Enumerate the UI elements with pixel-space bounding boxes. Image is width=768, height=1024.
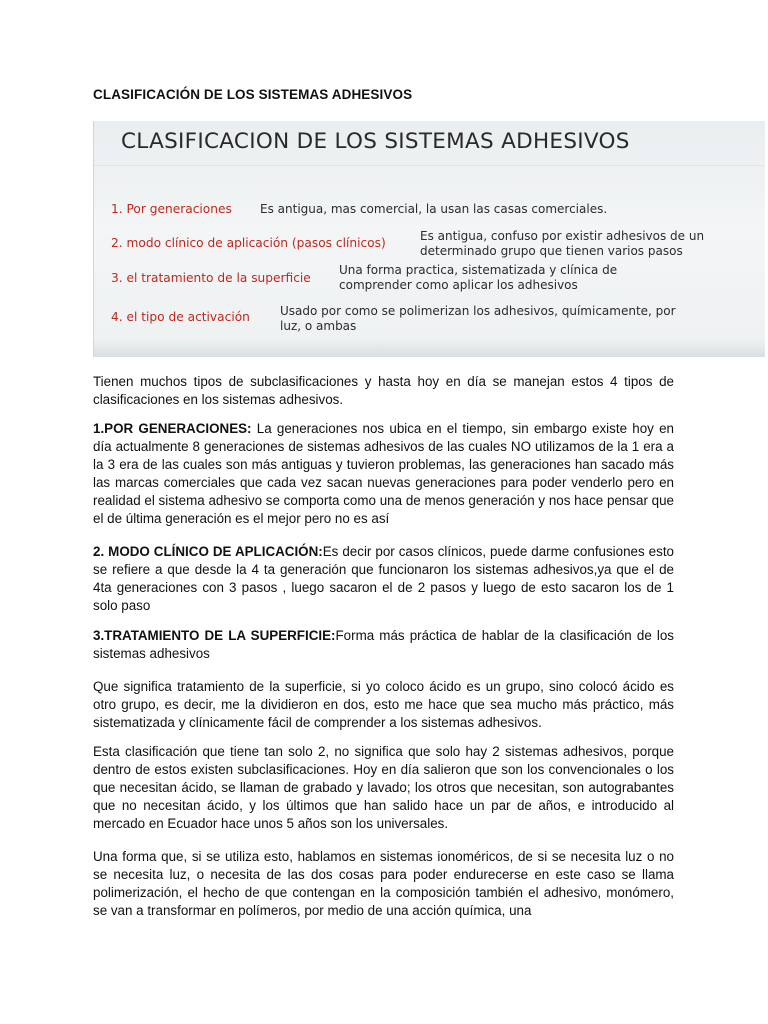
slide-item-label: 2. modo clínico de aplicación (pasos clínicos) (111, 236, 386, 250)
paragraph-tratamiento (93, 627, 674, 663)
slide-bottom-shade (94, 339, 765, 357)
paragraph-heading: 2. MODO CLÍNICO DE APLICACIÓN: (93, 544, 323, 559)
slide-item-desc: Una forma practica, sistematizada y clínica de comprender como aplicar los adhesivos (339, 263, 618, 292)
slide-divider (94, 165, 765, 166)
slide-image (93, 121, 765, 357)
slide-item-desc: Es antigua, mas comercial, la usan las casas comerciales. (260, 202, 608, 216)
paragraph-significado: Que significa tratamiento de la superficie, si yo coloco ácido es un grupo, sino colocó ácido es otro grupo, es decir, me la dividieron en dos, esto me hace que sea mucho más práctico, más sistematizada y clínicamente fácil de comprender a los sistemas adhesivos. (93, 679, 674, 730)
slide-item-label: 4. el tipo de activación (111, 310, 250, 324)
slide-item-desc: Es antigua, confuso por existir adhesivos de un determinado grupo que tienen varios pasos (420, 229, 705, 258)
paragraph-body: Forma más práctica de hablar de la clasificación de los sistemas adhesivos (93, 628, 674, 661)
slide-item-label: 1. Por generaciones (111, 202, 232, 216)
slide-item-label: 3. el tratamiento de la superficie (111, 271, 311, 285)
paragraph-modo-clinico (93, 543, 674, 615)
paragraph-body: Es decir por casos clínicos, puede darme confusiones esto se refiere a que desde la 4 ta generación que funcionaron los sistemas adhesivos,ya que el de 4ta generaciones con 3 pasos , luego sacaron el de 2 pasos y luego de esto sacaron los de 1 solo paso (93, 544, 674, 613)
paragraph-heading: 1.POR GENERACIONES: (93, 421, 252, 436)
slide-title: CLASIFICACION DE LOS SISTEMAS ADHESIVOS (121, 129, 630, 154)
slide-item-desc: Usado por como se polimerizan los adhesivos, químicamente, por luz, o ambas (280, 304, 676, 333)
paragraph-clasificacion-dos: Esta clasificación que tiene tan solo 2, no significa que solo hay 2 sistemas adhesivos, porque dentro de estos existen subclasificaciones. Hoy en día salieron que son los convencionales o los que necesitan ácido, se llaman de grabado y lavado; los otros que necesitan, son autograbantes que no necesitan ácido, y los últimos que han salido hace un par de años, e introducido al mercado en Ecuador hace unos 5 años son los universales. (93, 744, 674, 831)
paragraph-intro: Tienen muchos tipos de subclasificaciones y hasta hoy en día se manejan estos 4 tipos de clasificaciones en los sistemas adhesivos. (93, 374, 674, 407)
paragraph-generaciones (93, 420, 674, 528)
document-title: CLASIFICACIÓN DE LOS SISTEMAS ADHESIVOS (93, 87, 413, 102)
paragraph-ionomericos: Una forma que, si se utiliza esto, hablamos en sistemas ionoméricos, de si se necesita luz o no se necesita luz, o necesita de las dos cosas para poder endurecerse en este caso se llama polimerización, el hecho de que contengan en la composición también el adhesivo, monómero, se van a transformar en polímeros, por medio de una acción química, una (93, 849, 674, 918)
paragraph-body: La generaciones nos ubica en el tiempo, sin embargo existe hoy en día actualmente 8 generaciones de sistemas adhesivos de las cuales NO utilizamos de la 1 era a la 3 era de las cuales son más antiguas y tuvieron problemas, las generaciones han sacado más las marcas comerciales que cada vez sacan nuevas generaciones para poder venderlo pero en realidad el sistema adhesivo se comporta como una de menos generación y nos hace pensar que el de última generación es el mejor pero no es así (93, 421, 674, 526)
paragraph-heading: 3.TRATAMIENTO DE LA SUPERFICIE: (93, 628, 336, 643)
